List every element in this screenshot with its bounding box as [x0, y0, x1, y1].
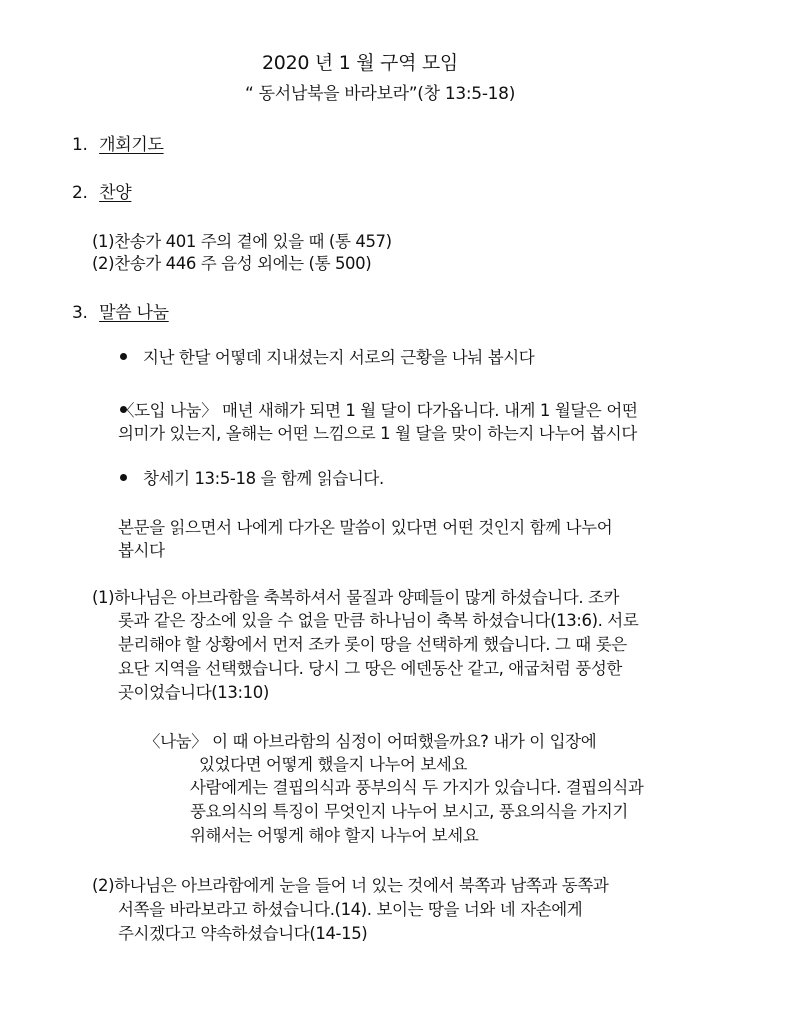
point-2-line: 서쪽을 바라보라고 하셨습니다.(14). 보이는 땅을 너와 네 자손에게 — [118, 900, 583, 919]
section-number: 2. — [72, 183, 88, 203]
point-1-line: (1)하나님은 아브라함을 축복하셔서 물질과 양떼들이 많게 하셨습니다. 조카 — [92, 588, 620, 607]
section-label: 찬양 — [99, 183, 132, 203]
bullet-subtext: 봅시다 — [118, 541, 165, 560]
section-heading-praise — [72, 178, 131, 203]
page-title: 2020 년 1 월 구역 모임 — [262, 52, 458, 74]
bullet-text-continued: 의미가 있는지, 올해는 어떤 느낌으로 1 월 달을 맞이 하는지 나누어 봅시다 — [118, 424, 637, 443]
point-1-line: 곳이었습니다(13:10) — [118, 683, 269, 702]
section-label: 개회기도 — [99, 135, 164, 155]
bullet-icon — [120, 474, 127, 481]
section-number: 1. — [72, 135, 88, 155]
page-subtitle: “ 동서남북을 바라보라”(창 13:5-18) — [244, 84, 516, 104]
section-heading-opening-prayer — [72, 130, 164, 155]
bullet-text: 창세기 13:5-18 을 함께 읽습니다. — [143, 469, 384, 488]
point-1-line: 분리해야 할 상황에서 먼저 조카 롯이 땅을 선택하게 했습니다. 그 때 롯은 — [118, 635, 627, 654]
share-prompt-line: 〈나눔〉 이 때 아브라함의 심정이 어떠했을까요? 내가 이 입장에 — [144, 732, 597, 751]
hymn-line: (1)찬송가 401 주의 곁에 있을 때 (통 457) — [92, 232, 392, 251]
bullet-subtext: 본문을 읽으면서 나에게 다가온 말씀이 있다면 어떤 것인지 함께 나누어 — [118, 518, 613, 537]
share-prompt-line: 사람에게는 결핍의식과 풍부의식 두 가지가 있습니다. 결핍의식과 — [190, 778, 644, 797]
point-1-line: 롯과 같은 장소에 있을 수 없을 만큼 하나님이 축복 하셨습니다(13:6). 서로 — [118, 611, 639, 630]
bullet-text: 지난 한달 어떻데 지내셨는지 서로의 근황을 나눠 봅시다 — [143, 348, 535, 367]
section-heading-word-sharing — [72, 298, 169, 323]
point-1-line: 요단 지역을 선택했습니다. 당시 그 땅은 에덴동산 같고, 애굽처럼 풍성한 — [118, 659, 622, 678]
hymn-line: (2)찬송가 446 주 음성 외에는 (통 500) — [92, 254, 372, 273]
bullet-icon — [120, 353, 127, 360]
point-2-line: (2)하나님은 아브라함에게 눈을 들어 너 있는 것에서 북쪽과 남쪽과 동쪽과 — [92, 876, 609, 895]
section-label: 말씀 나눔 — [99, 303, 169, 323]
point-2-line: 주시겠다고 약속하셨습니다(14-15) — [118, 924, 368, 943]
share-prompt-line: 있었다면 어떻게 했을지 나누어 보세요 — [199, 755, 468, 774]
share-prompt-line: 위해서는 어떻게 해야 할지 나누어 보세요 — [190, 826, 479, 845]
section-number: 3. — [72, 303, 88, 323]
share-prompt-line: 풍요의식의 특징이 무엇인지 나누어 보시고, 풍요의식을 가지기 — [190, 802, 628, 821]
bullet-text: 〈도입 나눔〉 매년 새해가 되면 1 월 달이 다가옵니다. 내게 1 월달은 어떤 — [118, 401, 638, 420]
